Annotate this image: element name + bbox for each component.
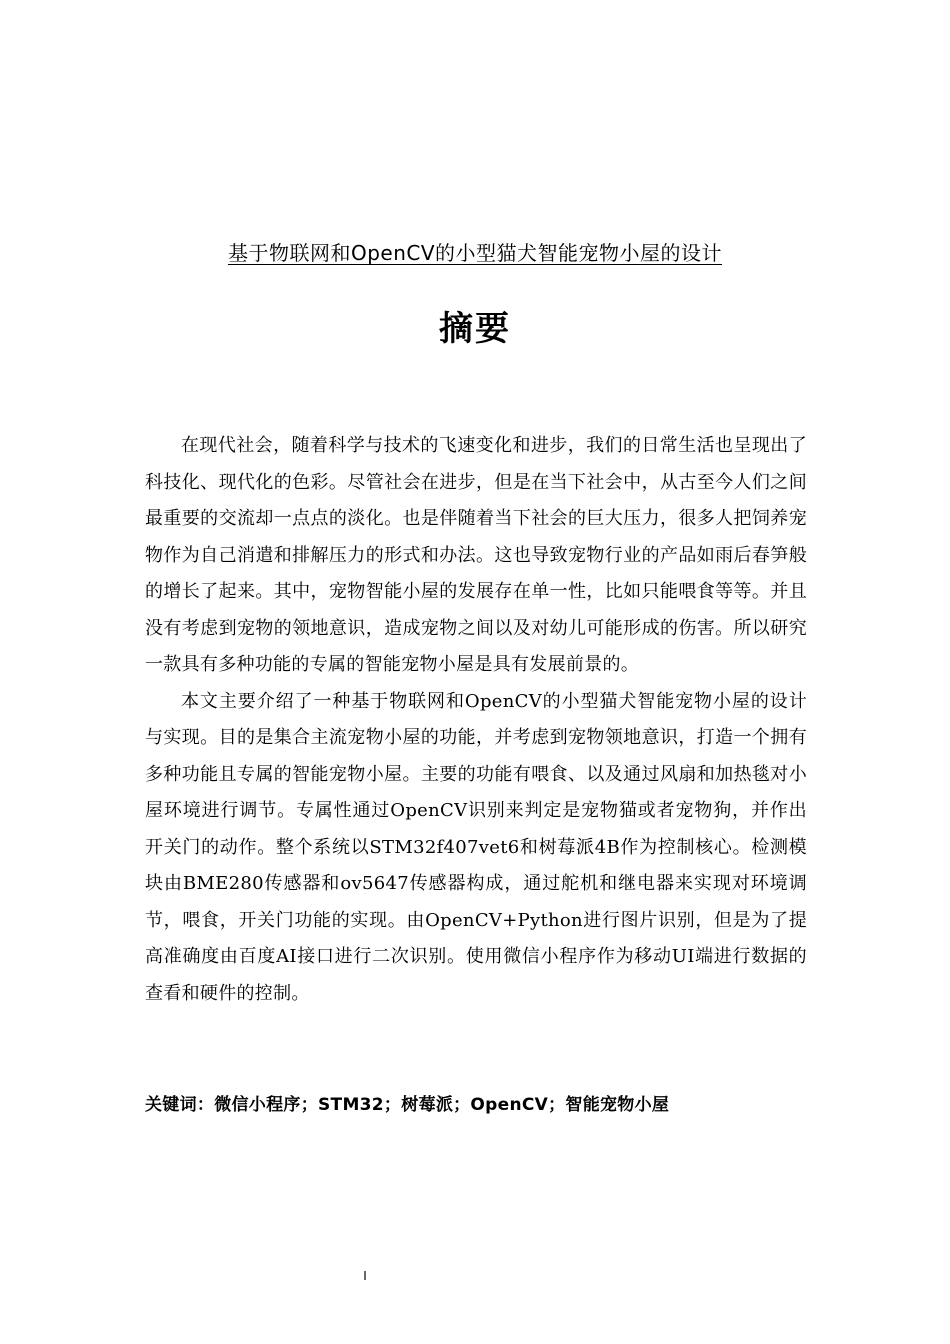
abstract-paragraph-1: 在现代社会，随着科学与技术的飞速变化和进步，我们的日常生活也呈现出了科技化、现代化的色彩。尽管社会在进步，但是在当下社会中，从古至今人们之间最重要的交流却一点点的淡化。也是伴随着当下社会的巨大压力，很多人把饲养宠物作为自己消遣和排解压力的形式和办法。这也导致宠物行业的产品如雨后春笋般的增长了起来。其中，宠物智能小屋的发展存在单一性，比如只能喂食等等。并且没有考虑到宠物的领地意识，造成宠物之间以及对幼儿可能形成的伤害。所以研究一款具有多种功能的专属的智能宠物小屋是具有发展前景的。 xyxy=(145,435,807,675)
abstract-heading: 摘要 xyxy=(439,309,511,349)
document-title-text: 基于物联网和OpenCV的小型猫犬智能宠物小屋的设计 xyxy=(227,241,723,265)
abstract-body xyxy=(145,428,807,1012)
keywords-line: 关键词：微信小程序；STM32；树莓派；OpenCV；智能宠物小屋 xyxy=(145,1095,670,1115)
abstract-paragraph-2: 本文主要介绍了一种基于物联网和OpenCV的小型猫犬智能宠物小屋的设计与实现。目的是集合主流宠物小屋的功能，并考虑到宠物领地意识，打造一个拥有多种功能且专属的智能宠物小屋。主要的功能有喂食、以及通过风扇和加热毯对小屋环境进行调节。专属性通过OpenCV识别来判定是宠物猫或者宠物狗，并作出开关门的动作。整个系统以STM32f407vet6和树莓派4B作为控制核心。检测模块由BME280传感器和ov5647传感器构成，通过舵机和继电器来实现对环境调节，喂食，开关门功能的实现。由OpenCV+Python进行图片识别，但是为了提高准确度由百度AI接口进行二次识别。使用微信小程序作为移动UI端进行数据的查看和硬件的控制。 xyxy=(145,690,807,1004)
document-title xyxy=(0,236,950,270)
page-number: I xyxy=(363,1269,367,1283)
